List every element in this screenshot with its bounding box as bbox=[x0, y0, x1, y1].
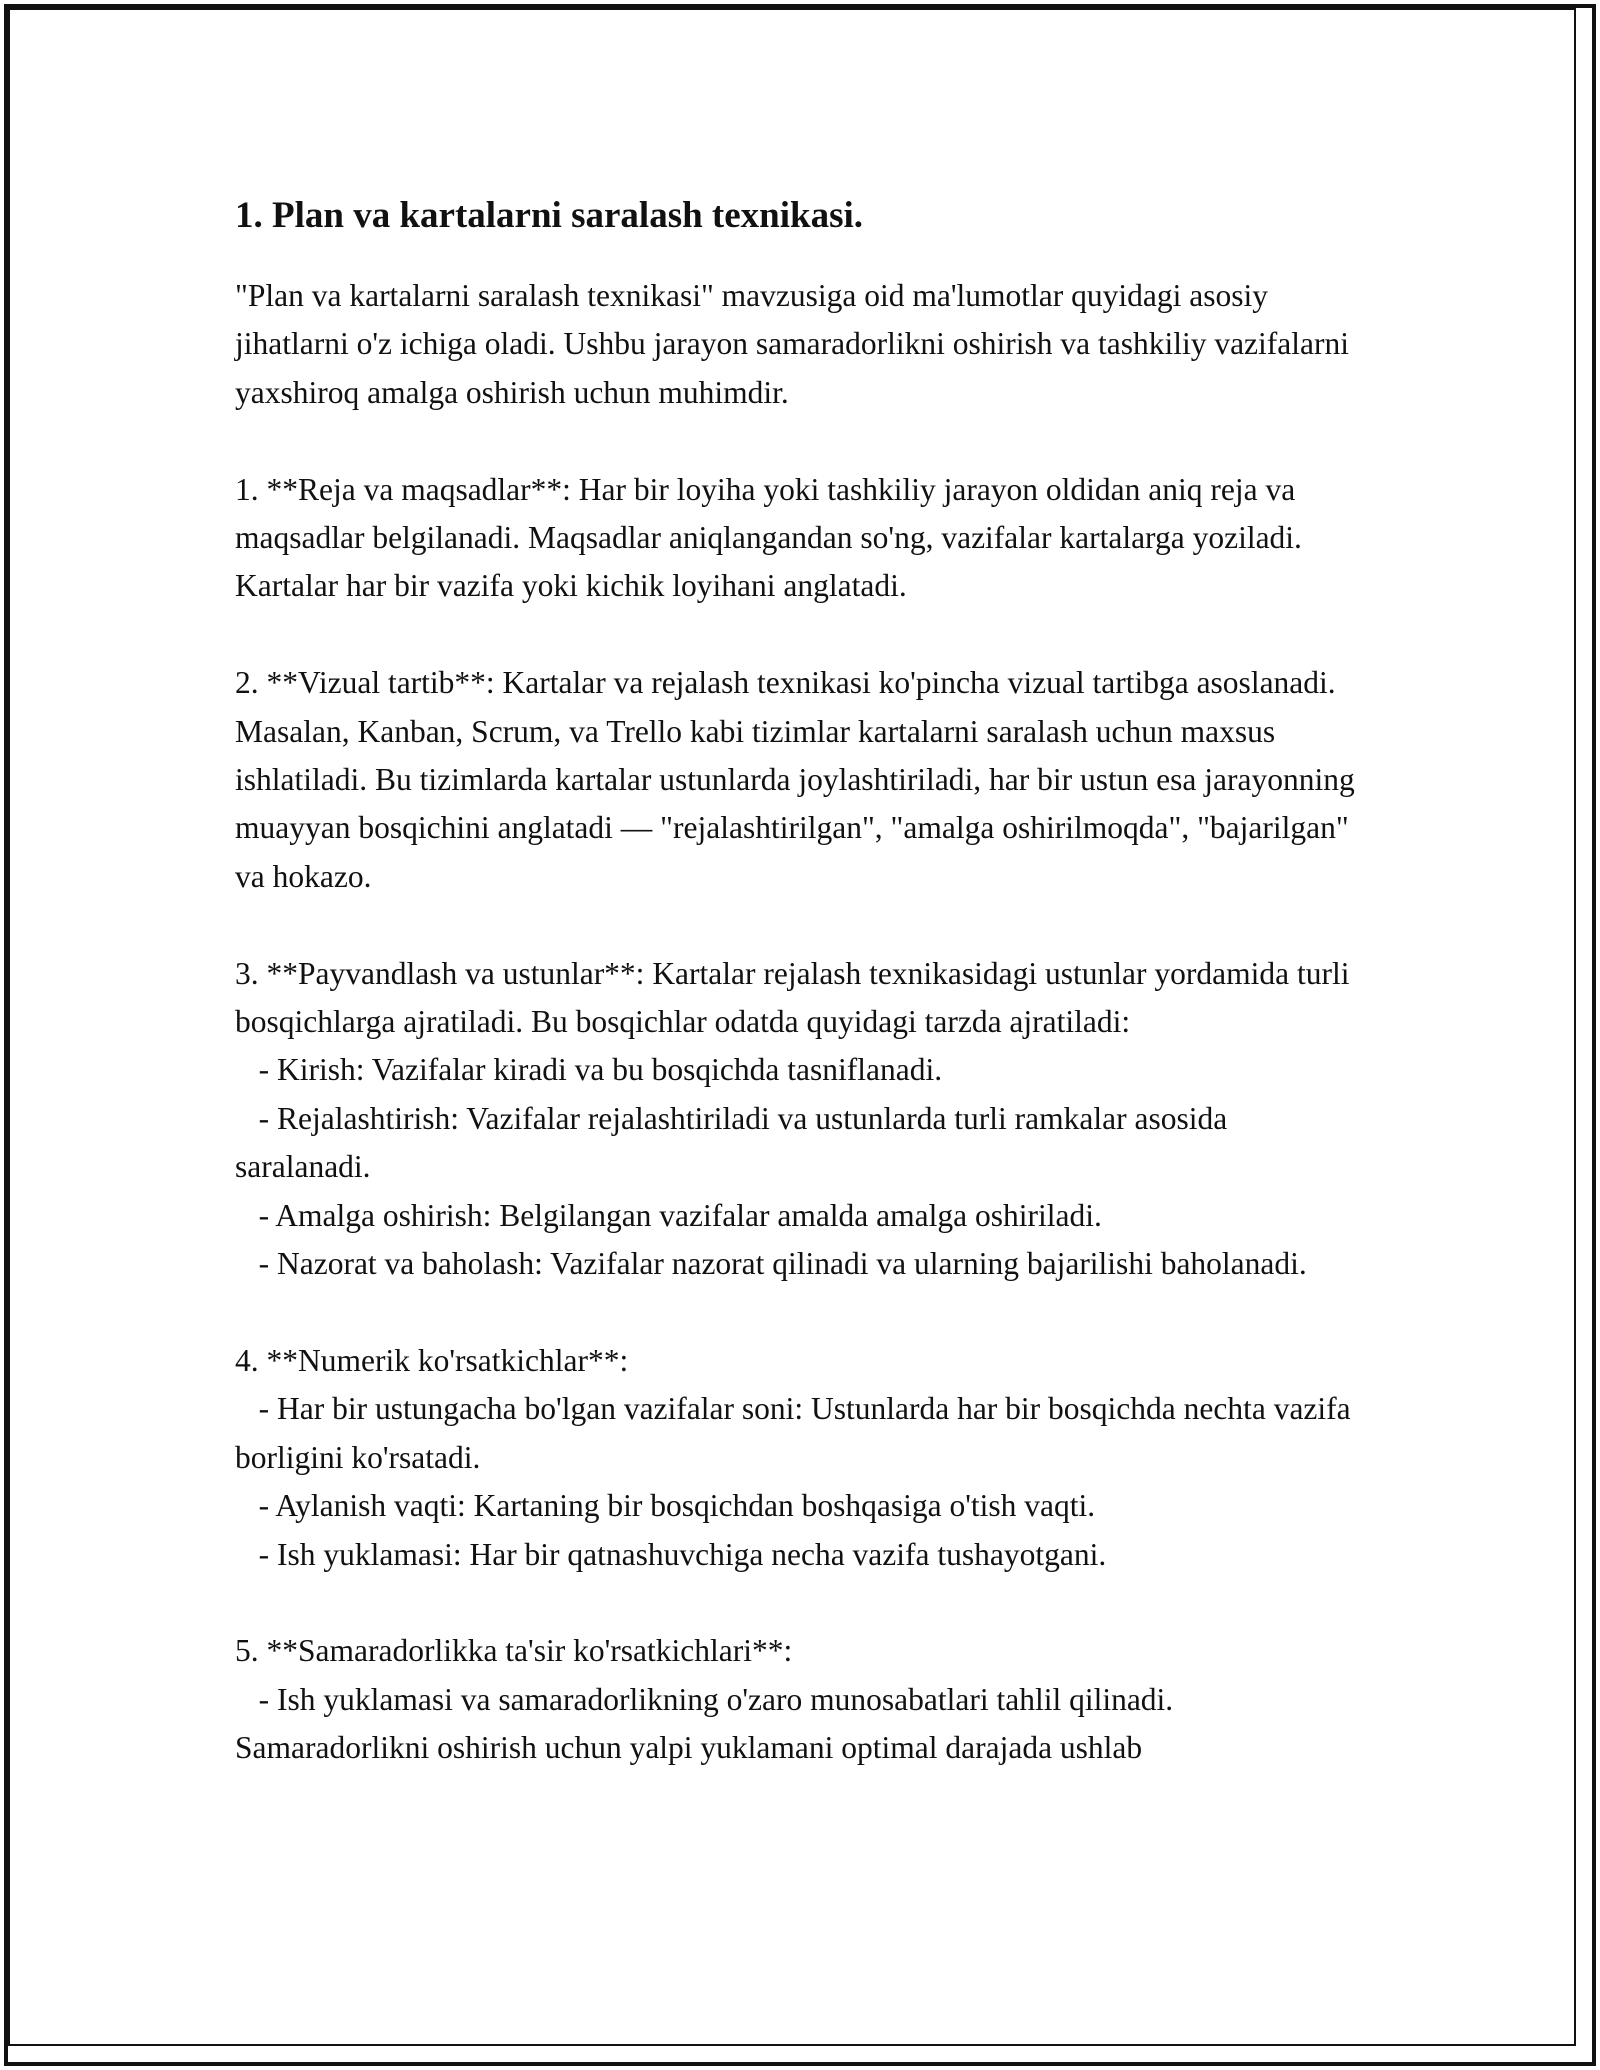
paragraph-gap bbox=[235, 417, 1365, 465]
intro-paragraph: "Plan va kartalarni saralash texnikasi" mavzusiga oid ma'lumotlar quyidagi asosiy jihatlarni o'z ichiga oladi. Ushbu jarayon samaradorlikni oshirish va tashkiliy vazifalarni yaxshiroq amalga oshirish uchun muhimdir. bbox=[235, 278, 1357, 410]
section-title: 1. Plan va kartalarni saralash texnikasi. bbox=[235, 195, 864, 236]
item-vizual-tartib: 2. **Vizual tartib**: Kartalar va rejalash texnikasi ko'pincha vizual tartibga asoslanadi. Masalan, Kanban, Scrum, va Trello kabi tizimlar kartalarni saralash uchun maxsus ishlatiladi. Bu tizimlarda kartalar ustunlarda joylashtiriladi, har bir ustun esa jarayonning muayyan bosqichini anglatadi — "rejalashtirilgan", "amalga oshirilmoqda", "bajarilgan" va hokazo. bbox=[235, 665, 1363, 894]
document-body bbox=[235, 190, 1365, 1773]
item-reja-va-maqsadlar: 1. **Reja va maqsadlar**: Har bir loyiha yoki tashkiliy jarayon oldidan aniq reja va maqsadlar belgilanadi. Maqsadlar aniqlangandan so'ng, vazifalar kartalarga yoziladi. Kartalar har bir vazifa yoki kichik loyihani anglatadi. bbox=[235, 471, 1310, 604]
item-payvandlash-va-ustunlar: 3. **Payvandlash va ustunlar**: Kartalar rejalash texnikasidagi ustunlar yordamida turli bosqichlarga ajratiladi. Bu bosqichlar odatda quyidagi tarzda ajratiladi: - Kirish: Vazifalar kiradi va bu bosqichda tasniflanadi. - Rejalashtirish: Vazifalar rejalashtiriladi va ustunlarda turli ramkalar asosida saralanadi. - Amalga oshirish: Belgilangan vazifalar amalda amalga oshiriladi. - Nazorat va baholash: Vazifalar nazorat qilinadi va ularning bajarilishi baholanadi. bbox=[235, 955, 1350, 1282]
paragraph-gap bbox=[235, 611, 1365, 659]
paragraph-gap bbox=[235, 1288, 1365, 1336]
item-samaradorlikka-tasir: 5. **Samaradorlikka ta'sir ko'rsatkichlari**: - Ish yuklamasi va samaradorlikning o'zaro munosabatlari tahlil qilinadi. Samaradorlikni oshirish uchun yalpi yuklamani optimal darajada ushlab bbox=[235, 1633, 1174, 1766]
item-numerik-korsatkichlar: 4. **Numerik ko'rsatkichlar**: - Har bir ustungacha bo'lgan vazifalar soni: Ustunlarda har bir bosqichda nechta vazifa borligini ko'rsatadi. - Aylanish vaqti: Kartaning bir bosqichdan boshqasiga o'tish vaqti. - Ish yuklamasi: Har bir qatnashuvchiga necha vazifa tushayotgani. bbox=[235, 1342, 1351, 1572]
paragraph-gap bbox=[235, 901, 1365, 949]
paragraph-gap bbox=[235, 1579, 1365, 1627]
